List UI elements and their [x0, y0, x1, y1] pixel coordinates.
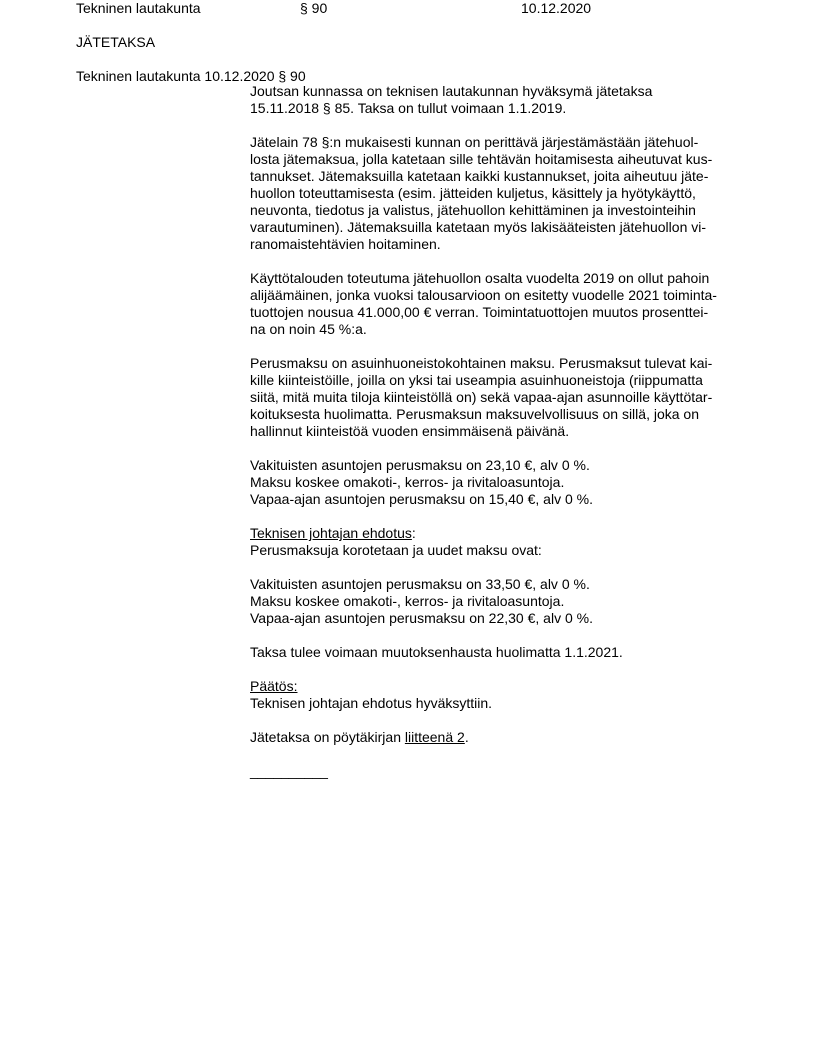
text-line: Vakituisten asuntojen perusmaksu on 23,10 €, alv 0 %.	[250, 457, 590, 473]
text-line: koituksesta huolimatta. Perusmaksun maksuvelvollisuus on sillä, joka on	[250, 406, 699, 422]
text-line: huollon toteuttamisesta (esim. jätteiden kuljetus, käsittely ja hyötykäyttö,	[250, 185, 696, 201]
text-line: hallinnut kiinteistöä vuoden ensimmäisenä päivänä.	[250, 423, 570, 439]
paragraph-effective-date	[250, 644, 770, 661]
text-line: Vapaa-ajan asuntojen perusmaksu on 22,30 €, alv 0 %.	[250, 610, 593, 626]
meeting-date: 10.12.2020	[521, 0, 592, 16]
committee-name: Tekninen lautakunta	[76, 0, 201, 16]
text-line: neuvonta, tiedotus ja valistus, jätehuollon kehittäminen ja investointeihin	[250, 202, 696, 218]
text-line: Perusmaksu on asuinhuoneistokohtainen maksu. Perusmaksut tulevat kai-	[250, 355, 713, 371]
section-number: § 90	[300, 0, 328, 16]
text-line: Käyttötalouden toteutuma jätehuollon osalta vuodelta 2019 on ollut pahoin	[250, 270, 710, 286]
paragraph-basic-fee	[250, 355, 770, 440]
paragraph-end	[250, 763, 770, 780]
paragraph-current-fees	[250, 457, 770, 508]
text-line: tuottojen nousua 41.000,00 € verran. Toimintatuottojen muutos prosenttei-	[250, 304, 709, 320]
paragraph-decision	[250, 678, 770, 712]
proposal-heading-line	[250, 525, 770, 542]
paragraph-intro	[250, 83, 770, 117]
text-line: Vapaa-ajan asuntojen perusmaksu on 15,40 €, alv 0 %.	[250, 491, 593, 507]
text-line: losta jätemaksua, jolla katetaan sille tehtävän hoitamisesta aiheutuvat kus-	[250, 151, 713, 167]
document-body	[250, 83, 770, 797]
attachment-line	[250, 729, 770, 746]
text-line: Maksu koskee omakoti-, kerros- ja rivitaloasuntoja.	[250, 593, 565, 609]
text-line: siitä, mitä muita tiloja kiinteistöllä on) sekä vapaa-ajan asunnoille käyttötar-	[250, 389, 713, 405]
end-rule: __________	[250, 763, 328, 779]
text-line: kille kiinteistöille, joilla on yksi tai useampia asuinhuoneistoja (riippumatta	[250, 372, 703, 388]
text-line: Vakituisten asuntojen perusmaksu on 33,50 €, alv 0 %.	[250, 576, 590, 592]
proposal-heading: Teknisen johtajan ehdotus	[250, 525, 412, 541]
paragraph-new-fees	[250, 576, 770, 627]
text-line: ranomaistehtävien hoitaminen.	[250, 236, 441, 252]
decision-text: Teknisen johtajan ehdotus hyväksyttiin.	[250, 695, 493, 711]
text-line: 15.11.2018 § 85. Taksa on tullut voimaan 1.1.2019.	[250, 100, 567, 116]
attachment-link[interactable]: liitteenä 2	[404, 729, 465, 745]
proposal-intro: Perusmaksuja korotetaan ja uudet maksu ovat:	[250, 542, 542, 558]
document-title: JÄTETAKSA	[76, 34, 156, 50]
text-line: na on noin 45 %:a.	[250, 321, 367, 337]
meeting-reference: Tekninen lautakunta 10.12.2020 § 90	[76, 68, 306, 84]
paragraph-proposal	[250, 525, 770, 559]
text-line: alijäämäinen, jonka vuoksi talousarvioon on esitetty vuodelle 2021 toiminta-	[250, 287, 717, 303]
paragraph-waste-law	[250, 134, 770, 253]
text-line: Joutsan kunnassa on teknisen lautakunnan hyväksymä jätetaksa	[250, 83, 653, 99]
proposal-colon: :	[411, 525, 416, 541]
attachment-suffix: .	[464, 729, 469, 745]
paragraph-attachment	[250, 729, 770, 746]
paragraph-operating-result	[250, 270, 770, 338]
attachment-prefix: Jätetaksa on pöytäkirjan	[250, 729, 405, 745]
text-line: tannukset. Jätemaksuilla katetaan kaikki kustannukset, joita aiheutuu jäte-	[250, 168, 709, 184]
decision-heading: Päätös:	[250, 678, 298, 694]
text-line: Taksa tulee voimaan muutoksenhausta huolimatta 1.1.2021.	[250, 644, 623, 660]
text-line: Jätelain 78 §:n mukaisesti kunnan on perittävä järjestämästään jätehuol-	[250, 134, 699, 150]
text-line: varautuminen). Jätemaksuilla katetaan myös lakisääteisten jätehuollon vi-	[250, 219, 707, 235]
text-line: Maksu koskee omakoti-, kerros- ja rivitaloasuntoja.	[250, 474, 565, 490]
